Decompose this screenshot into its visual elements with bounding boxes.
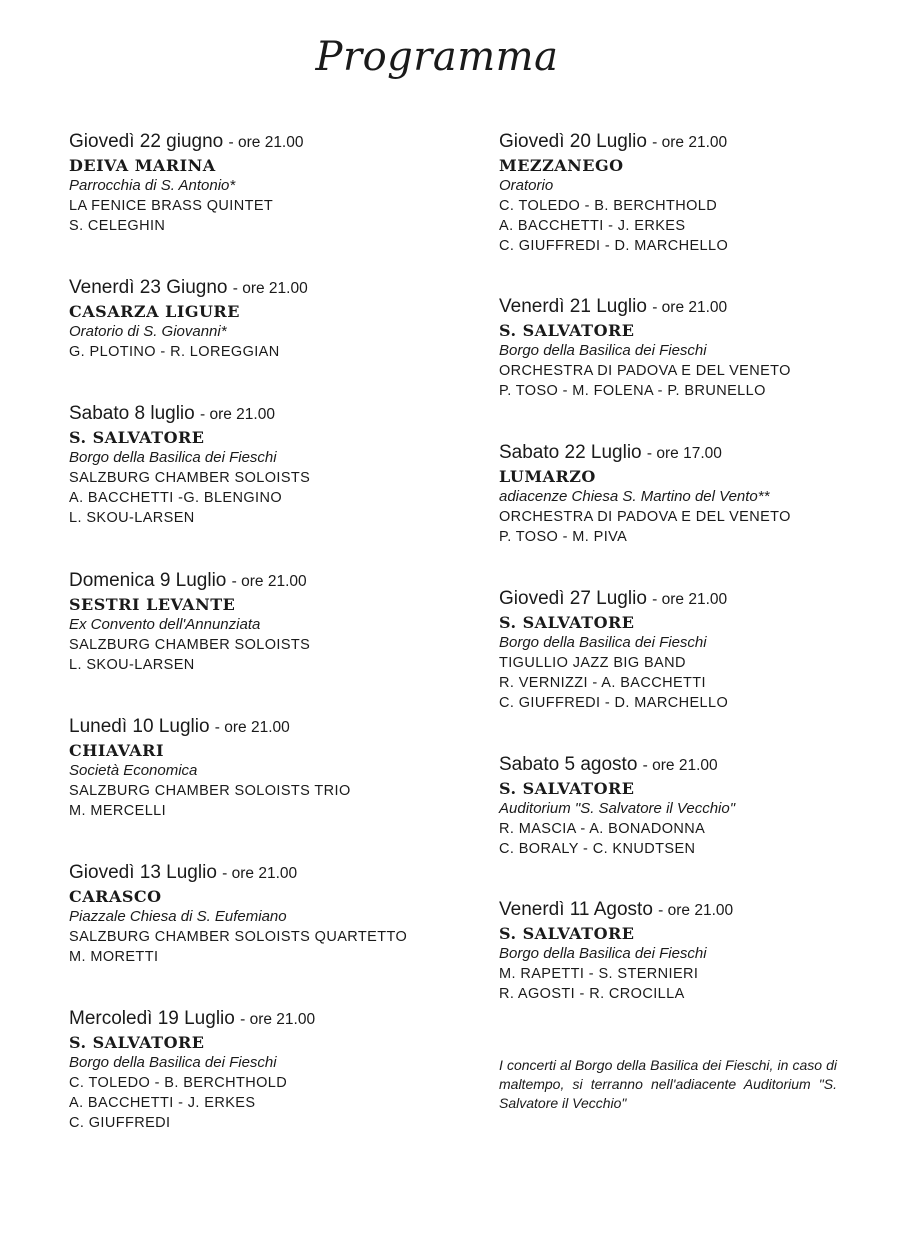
event-date-line [499,130,844,155]
event-location: Parrocchia di S. Antonio* [69,177,236,194]
event-date: Giovedì 27 Luglio [499,588,647,609]
event-entry [499,441,844,547]
event-performer: S. CELEGHIN [69,218,166,234]
event-date: Giovedì 20 Luglio [499,131,647,152]
event-location: Borgo della Basilica dei Fieschi [69,1054,277,1071]
event-date: Mercoledì 19 Luglio [69,1008,235,1029]
event-location: Piazzale Chiesa di S. Eufemiano [69,908,287,925]
page-title: Programma [315,34,559,80]
event-date: Giovedì 13 Luglio [69,862,217,883]
event-performer: SALZBURG CHAMBER SOLOISTS [69,470,311,486]
event-date-line [69,1007,469,1032]
event-performer: C. TOLEDO - B. BERCHTHOLD [69,1075,288,1091]
event-time: - ore 21.00 [214,719,290,736]
event-date-line [69,569,469,594]
event-location: Borgo della Basilica dei Fieschi [499,342,707,359]
event-location: Ex Convento dell'Annunziata [69,616,261,633]
event-time: - ore 17.00 [646,445,722,462]
event-entry [69,1007,469,1133]
event-time: - ore 21.00 [240,1011,316,1028]
event-place: S. SALVATORE [499,779,635,798]
event-date: Venerdì 21 Luglio [499,296,647,317]
event-date: Lunedì 10 Luglio [69,716,210,737]
event-entry [499,898,844,1004]
event-performer: C. GIUFFREDI - D. MARCHELLO [499,695,729,711]
event-entry [499,130,844,256]
event-date: Sabato 22 Luglio [499,442,642,463]
event-performer: L. SKOU-LARSEN [69,657,195,673]
event-performer: A. BACCHETTI - J. ERKES [499,218,686,234]
event-place: CHIAVARI [69,741,164,760]
event-entry [499,587,844,713]
event-performer: G. PLOTINO - R. LOREGGIAN [69,344,280,360]
event-time: - ore 21.00 [228,134,304,151]
event-entry [69,569,469,675]
event-time: - ore 21.00 [652,134,728,151]
event-place: S. SALVATORE [499,613,635,632]
event-place: MEZZANEGO [499,156,624,175]
event-performer: R. MASCIA - A. BONADONNA [499,821,706,837]
event-location: Borgo della Basilica dei Fieschi [69,449,277,466]
event-time: - ore 21.00 [231,573,307,590]
event-date-line [69,130,469,155]
weather-footnote: I concerti al Borgo della Basilica dei Fieschi, in caso di maltempo, si terranno nell'adiacente Auditorium "S. Salvatore il Vecchio" [499,1057,837,1111]
event-place: S. SALVATORE [69,1033,205,1052]
event-time: - ore 21.00 [652,299,728,316]
event-time: - ore 21.00 [232,280,308,297]
event-place: DEIVA MARINA [69,156,216,175]
event-place: S. SALVATORE [69,428,205,447]
event-performer: SALZBURG CHAMBER SOLOISTS [69,637,311,653]
event-date: Giovedì 22 giugno [69,131,224,152]
event-location: adiacenze Chiesa S. Martino del Vento** [499,488,770,505]
event-performer: SALZBURG CHAMBER SOLOISTS TRIO [69,783,351,799]
event-entry [499,753,844,859]
event-performer: TIGULLIO JAZZ BIG BAND [499,655,686,671]
event-entry [69,715,469,821]
event-performer: P. TOSO - M. FOLENA - P. BRUNELLO [499,383,766,399]
event-location: Società Economica [69,762,198,779]
event-date-line [69,402,469,427]
event-location: Oratorio [499,177,554,194]
event-place: LUMARZO [499,467,596,486]
event-time: - ore 21.00 [642,757,718,774]
event-location: Auditorium "S. Salvatore il Vecchio" [499,800,736,817]
event-performer: A. BACCHETTI -G. BLENGINO [69,490,283,506]
event-entry [69,276,469,362]
event-location: Oratorio di S. Giovanni* [69,323,227,340]
event-date-line [499,753,844,778]
event-performer: ORCHESTRA DI PADOVA E DEL VENETO [499,363,791,379]
event-date-line [69,276,469,301]
event-time: - ore 21.00 [652,591,728,608]
event-date-line [499,295,844,320]
event-entry [69,130,469,236]
event-location: Borgo della Basilica dei Fieschi [499,945,707,962]
event-entry [69,402,469,528]
event-date-line [499,441,844,466]
event-date-line [499,587,844,612]
event-performer: C. GIUFFREDI - D. MARCHELLO [499,238,729,254]
event-performer: R. VERNIZZI - A. BACCHETTI [499,675,706,691]
event-performer: LA FENICE BRASS QUINTET [69,198,274,214]
event-performer: M. RAPETTI - S. STERNIERI [499,966,699,982]
event-time: - ore 21.00 [222,865,298,882]
event-performer: C. BORALY - C. KNUDTSEN [499,841,696,857]
event-performer: R. AGOSTI - R. CROCILLA [499,986,685,1002]
event-place: S. SALVATORE [499,321,635,340]
event-performer: M. MERCELLI [69,803,167,819]
event-date: Venerdì 23 Giugno [69,277,228,298]
event-date: Domenica 9 Luglio [69,570,227,591]
event-performer: M. MORETTI [69,949,159,965]
event-time: - ore 21.00 [658,902,734,919]
event-date: Sabato 8 luglio [69,403,195,424]
event-date-line [69,861,469,886]
event-place: S. SALVATORE [499,924,635,943]
event-date: Venerdì 11 Agosto [499,899,653,920]
event-performer: P. TOSO - M. PIVA [499,529,628,545]
event-place: SESTRI LEVANTE [69,595,236,614]
event-performer: C. GIUFFREDI [69,1115,171,1131]
event-performer: A. BACCHETTI - J. ERKES [69,1095,256,1111]
event-performer: ORCHESTRA DI PADOVA E DEL VENETO [499,509,791,525]
event-date-line [499,898,844,923]
event-performer: L. SKOU-LARSEN [69,510,195,526]
event-date-line [69,715,469,740]
event-place: CASARZA LIGURE [69,302,240,321]
event-performer: C. TOLEDO - B. BERCHTHOLD [499,198,718,214]
event-entry [499,295,844,401]
event-place: CARASCO [69,887,162,906]
event-location: Borgo della Basilica dei Fieschi [499,634,707,651]
event-performer: SALZBURG CHAMBER SOLOISTS QUARTETTO [69,929,408,945]
event-time: - ore 21.00 [200,406,275,423]
event-entry [69,861,469,967]
event-date: Sabato 5 agosto [499,754,638,775]
